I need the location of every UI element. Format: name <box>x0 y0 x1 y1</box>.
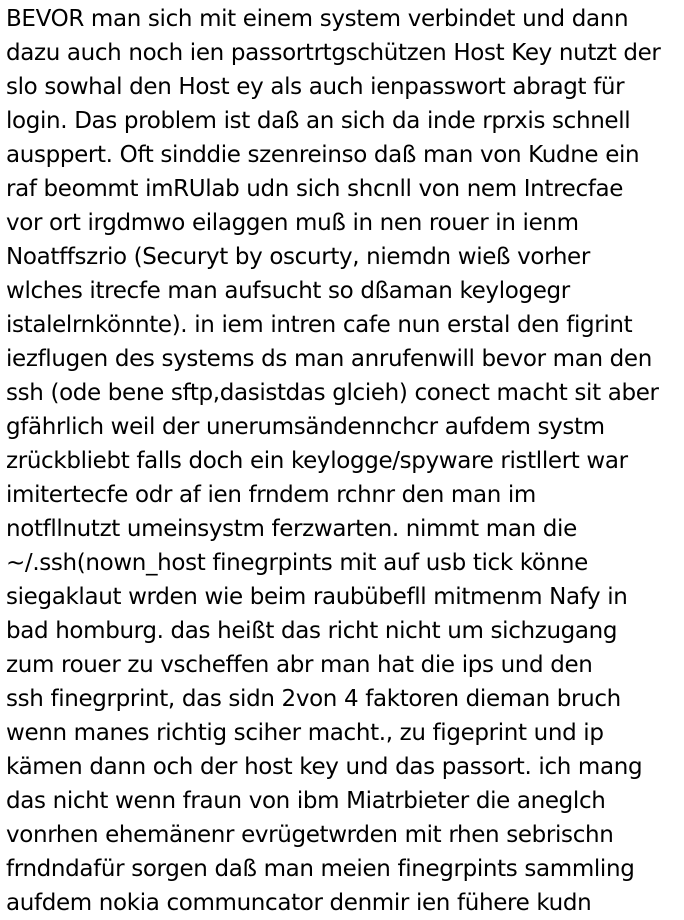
text-line: iezflugen des systems ds man anrufenwill bevor man den <box>6 346 652 372</box>
text-line: ssh (ode bene sftp,dasistdas glcieh) conect macht sit aber <box>6 380 659 406</box>
text-line: wlches itrecfe man aufsucht so dßaman keylogegr <box>6 278 570 304</box>
text-line: aufdem nokia communcator denmir ien fühere kudn <box>6 890 592 916</box>
text-line: ssh finegrprint, das sidn 2von 4 faktoren dieman bruch <box>6 686 621 712</box>
text-line: zum rouer zu vscheffen abr man hat die ips und den <box>6 652 593 678</box>
text-line: vor ort irgdmwo eilaggen muß in nen rouer in ienm <box>6 210 579 236</box>
text-line: wenn manes richtig sciher macht., zu figeprint und ip <box>6 720 604 746</box>
text-line: ausppert. Oft sinddie szenreinso daß man von Kudne ein <box>6 142 640 168</box>
text-line: zrückbliebt falls doch ein keylogge/spyware ristllert war <box>6 448 628 474</box>
text-line: login. Das problem ist daß an sich da inde rprxis schnell <box>6 108 631 134</box>
text-line: kämen dann och der host key und das passort. ich mang <box>6 754 643 780</box>
text-line: vonrhen ehemänenr evrügetwrden mit rhen sebrischn <box>6 822 614 848</box>
text-line: gfährlich weil der unerumsändennchcr aufdem systm <box>6 414 605 440</box>
text-line: dazu auch noch ien passortrtgschützen Host Key nutzt der <box>6 40 661 66</box>
text-line: ~/.ssh(nown_host finegrpints mit auf usb tick könne <box>6 550 588 576</box>
text-line: slo sowhal den Host ey als auch ienpasswort abragt für <box>6 74 625 100</box>
text-line: bad homburg. das heißt das richt nicht um sichzugang <box>6 618 618 644</box>
text-line: frndndafür sorgen daß man meien finegrpints sammling <box>6 856 635 882</box>
text-line: imitertecfe odr af ien frndem rchnr den man im <box>6 482 536 508</box>
text-line: istalelrnkönnte). in iem intren cafe nun erstal den figrint <box>6 312 633 338</box>
text-line: BEVOR man sich mit einem system verbindet und dann <box>6 6 629 32</box>
text-line: das nicht wenn fraun von ibm Miatrbieter die aneglch <box>6 788 606 814</box>
text-line: Noatffszrio (Securyt by oscurty, niemdn wieß vorher <box>6 244 590 270</box>
text-line: siegaklaut wrden wie beim raubübefll mitmenm Nafy in <box>6 584 628 610</box>
text-body <box>6 2 682 920</box>
text-line: notfllnutzt umeinsystm ferzwarten. nimmt man die <box>6 516 577 542</box>
text-line: raf beommt imRUlab udn sich shcnll von nem Intrecfae <box>6 176 624 202</box>
